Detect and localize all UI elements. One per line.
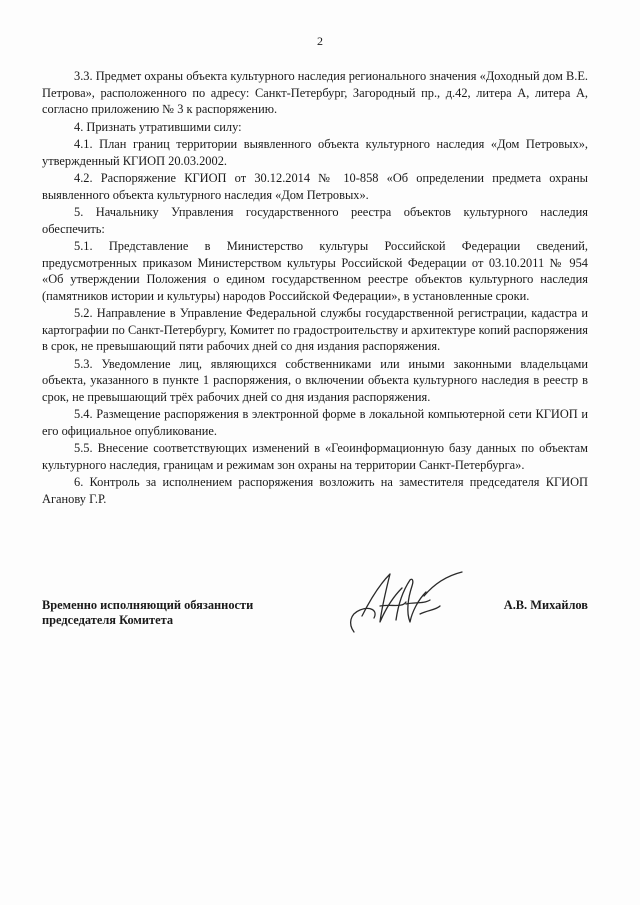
signer-title-line-1: Временно исполняющий обязанности: [42, 598, 254, 612]
paragraph-5-1: 5.1. Представление в Министерство культуры Российской Федерации сведений, предусмотренных приказом Министерством культуры Российской Федерации от 03.10.2011 № 954 «Об утверждении Положения о едином государственном реестре объектов культурного наследия (памятников истории и культуры) народов Российской Федерации», в установленные сроки.: [42, 239, 588, 303]
paragraph-5-3: 5.3. Уведомление лиц, являющихся собственниками или иными законными владельцами объекта, указанного в пункте 1 распоряжения, о включении объекта культурного наследия в реестр в срок, не превышающий трёх рабочих дней со дня издания распоряжения.: [42, 356, 588, 404]
paragraph-5-4: 5.4. Размещение распоряжения в электронной форме в локальной компьютерной сети КГИОП и его официальное опубликование.: [42, 407, 588, 438]
paragraph-5-5: 5.5. Внесение соответствующих изменений в «Геоинформационную базу данных по объектам культурного наследия, границам и режимам зон охраны на территории Санкт-Петербурга».: [42, 441, 588, 472]
page-number: 2: [317, 34, 323, 48]
document-body: [42, 68, 588, 507]
handwritten-signature: [340, 566, 480, 638]
signer-name: А.В. Михайлов: [503, 598, 588, 612]
paragraph-4-1: 4.1. План границ территории выявленного объекта культурного наследия «Дом Петровых», утвержденный КГИОП 20.03.2002.: [42, 137, 588, 168]
paragraph-4: 4. Признать утратившими силу:: [74, 119, 242, 134]
paragraph-4-2: 4.2. Распоряжение КГИОП от 30.12.2014 № 10-858 «Об определении предмета охраны выявленного объекта культурного наследия «Дом Петровых».: [42, 171, 588, 202]
paragraph-5-2: 5.2. Направление в Управление Федеральной службы государственной регистрации, кадастра и картографии по Санкт-Петербургу, Комитет по градостроительству и архитектуре копий распоряжения в срок, не превышающий пяти рабочих дней со дня издания распоряжения.: [42, 306, 588, 353]
paragraph-5: 5. Начальнику Управления государственного реестра объектов культурного наследия обеспечить:: [42, 205, 588, 236]
signer-title: [42, 598, 342, 628]
paragraph-6: 6. Контроль за исполнением распоряжения возложить на заместителя председателя КГИОП Аганову Г.Р.: [42, 475, 588, 506]
paragraph-3-3: 3.3. Предмет охраны объекта культурного наследия регионального значения «Доходный дом В.Е. Петрова», расположенного по адресу: Санкт-Петербург, Загородный пр., д.42, литера А, литера А, согласно приложению № 3 к распоряжению.: [42, 69, 588, 116]
signer-title-line-2: председателя Комитета: [42, 613, 174, 627]
